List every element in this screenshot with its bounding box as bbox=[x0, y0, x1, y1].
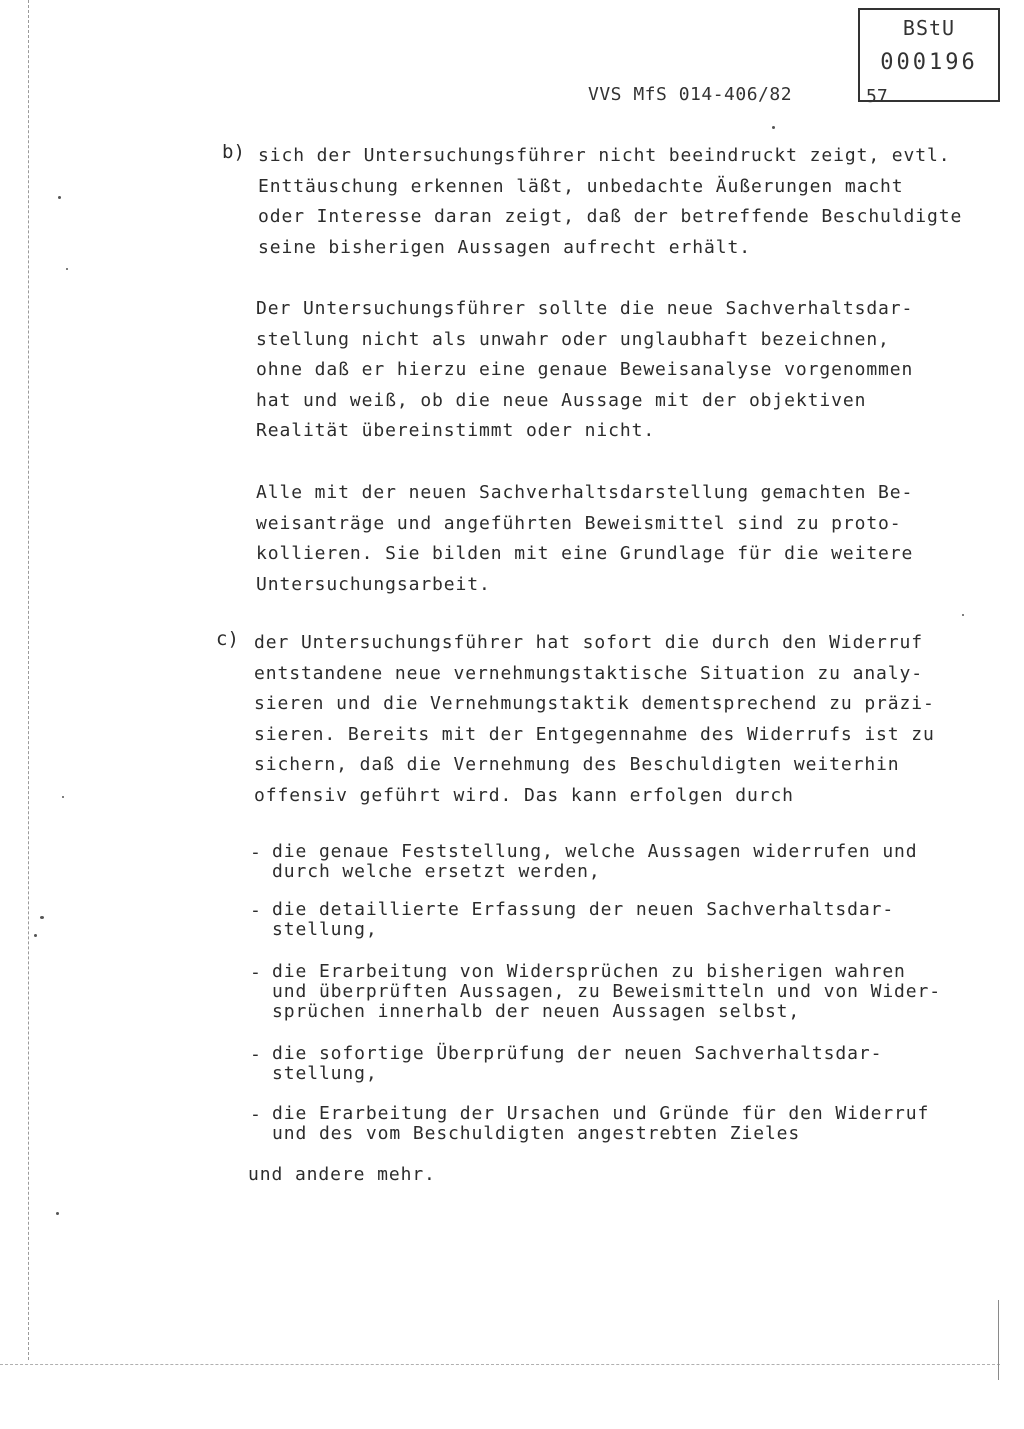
text-line: Alle mit der neuen Sachverhaltsdarstellung gemachten Be- bbox=[256, 482, 914, 503]
text-line: Enttäuschung erkennen läßt, unbedachte Äußerungen macht bbox=[258, 175, 904, 197]
text-line: die sofortige Überprüfung der neuen Sachverhaltsdar- bbox=[272, 1043, 883, 1064]
paragraph-2 bbox=[256, 478, 913, 600]
scan-speck bbox=[66, 268, 68, 270]
stamp-number: 000196 bbox=[880, 50, 978, 75]
text-line: Realität übereinstimmt oder nicht. bbox=[256, 420, 656, 441]
scan-speck bbox=[58, 196, 61, 199]
text-line: durch welche ersetzt werden, bbox=[272, 861, 601, 882]
bullet-item bbox=[272, 1104, 929, 1144]
text-line: stellung, bbox=[272, 1063, 378, 1084]
scan-speck bbox=[62, 796, 64, 798]
scan-speck bbox=[34, 934, 37, 937]
text-line: die Erarbeitung der Ursachen und Gründe für den Widerruf bbox=[272, 1103, 930, 1124]
text-line: und überprüften Aussagen, zu Beweismitteln und von Wider- bbox=[272, 981, 942, 1002]
text-line: sieren. Bereits mit der Entgegennahme des Widerrufs ist zu bbox=[254, 723, 935, 745]
section-b-marker: b) bbox=[222, 141, 245, 163]
closing-text: und andere mehr. bbox=[248, 1164, 436, 1185]
scan-right-edge bbox=[998, 1300, 999, 1380]
text-line: ohne daß er hierzu eine genaue Beweisanalyse vorgenommen bbox=[256, 359, 914, 380]
text-line: sichern, daß die Vernehmung des Beschuldigten weiterhin bbox=[254, 754, 900, 775]
text-line: seine bisherigen Aussagen aufrecht erhält. bbox=[258, 236, 751, 258]
scan-speck bbox=[40, 916, 44, 919]
scan-speck bbox=[772, 126, 775, 129]
bullet-item bbox=[272, 842, 918, 882]
text-line: die genaue Feststellung, welche Aussagen widerrufen und bbox=[272, 841, 918, 862]
text-line: Untersuchungsarbeit. bbox=[256, 573, 491, 595]
scan-speck bbox=[56, 1212, 59, 1215]
bullet-item bbox=[272, 900, 894, 940]
page-number: 57 bbox=[866, 86, 888, 107]
text-line: kollieren. Sie bilden mit eine Grundlage für die weitere bbox=[256, 543, 914, 564]
section-c-marker: c) bbox=[216, 628, 239, 650]
scan-speck bbox=[962, 614, 964, 616]
text-line: sich der Untersuchungsführer nicht beeindruckt zeigt, evtl. bbox=[258, 145, 951, 166]
text-line: stellung, bbox=[272, 919, 378, 940]
section-b-text bbox=[258, 141, 962, 263]
bullet-dash: - bbox=[250, 842, 261, 863]
text-line: sprüchen innerhalb der neuen Aussagen selbst, bbox=[272, 1001, 801, 1022]
scan-bottom-edge bbox=[0, 1364, 1000, 1365]
text-line: sieren und die Vernehmungstaktik dementsprechend zu präzi- bbox=[254, 693, 935, 714]
bullet-dash: - bbox=[250, 1044, 261, 1065]
bullet-dash: - bbox=[250, 1104, 261, 1125]
text-line: weisanträge und angeführten Beweismittel sind zu proto- bbox=[256, 512, 902, 534]
text-line: die detaillierte Erfassung der neuen Sachverhaltsdar- bbox=[272, 899, 895, 920]
section-c-text bbox=[254, 628, 935, 811]
scan-left-edge bbox=[28, 0, 30, 1360]
bullet-dash: - bbox=[250, 900, 261, 921]
text-line: offensiv geführt wird. Das kann erfolgen durch bbox=[254, 784, 794, 806]
text-line: und des vom Beschuldigten angestrebten Zieles bbox=[272, 1123, 801, 1144]
text-line: der Untersuchungsführer hat sofort die durch den Widerruf bbox=[254, 632, 924, 653]
text-line: hat und weiß, ob die neue Aussage mit der objektiven bbox=[256, 389, 867, 411]
text-line: oder Interesse daran zeigt, daß der betreffende Beschuldigte bbox=[258, 206, 963, 227]
bullet-item bbox=[272, 1044, 882, 1084]
bullet-dash: - bbox=[250, 962, 261, 983]
document-reference: VVS MfS 014-406/82 bbox=[588, 84, 793, 105]
bullet-item bbox=[272, 962, 941, 1022]
text-line: entstandene neue vernehmungstaktische Situation zu analy- bbox=[254, 662, 924, 684]
text-line: die Erarbeitung von Widersprüchen zu bisherigen wahren bbox=[272, 961, 906, 982]
stamp-label: BStU bbox=[902, 16, 956, 40]
text-line: Der Untersuchungsführer sollte die neue Sachverhaltsdar- bbox=[256, 298, 914, 319]
paragraph-1 bbox=[256, 294, 913, 447]
text-line: stellung nicht als unwahr oder unglaubhaft bezeichnen, bbox=[256, 328, 890, 350]
